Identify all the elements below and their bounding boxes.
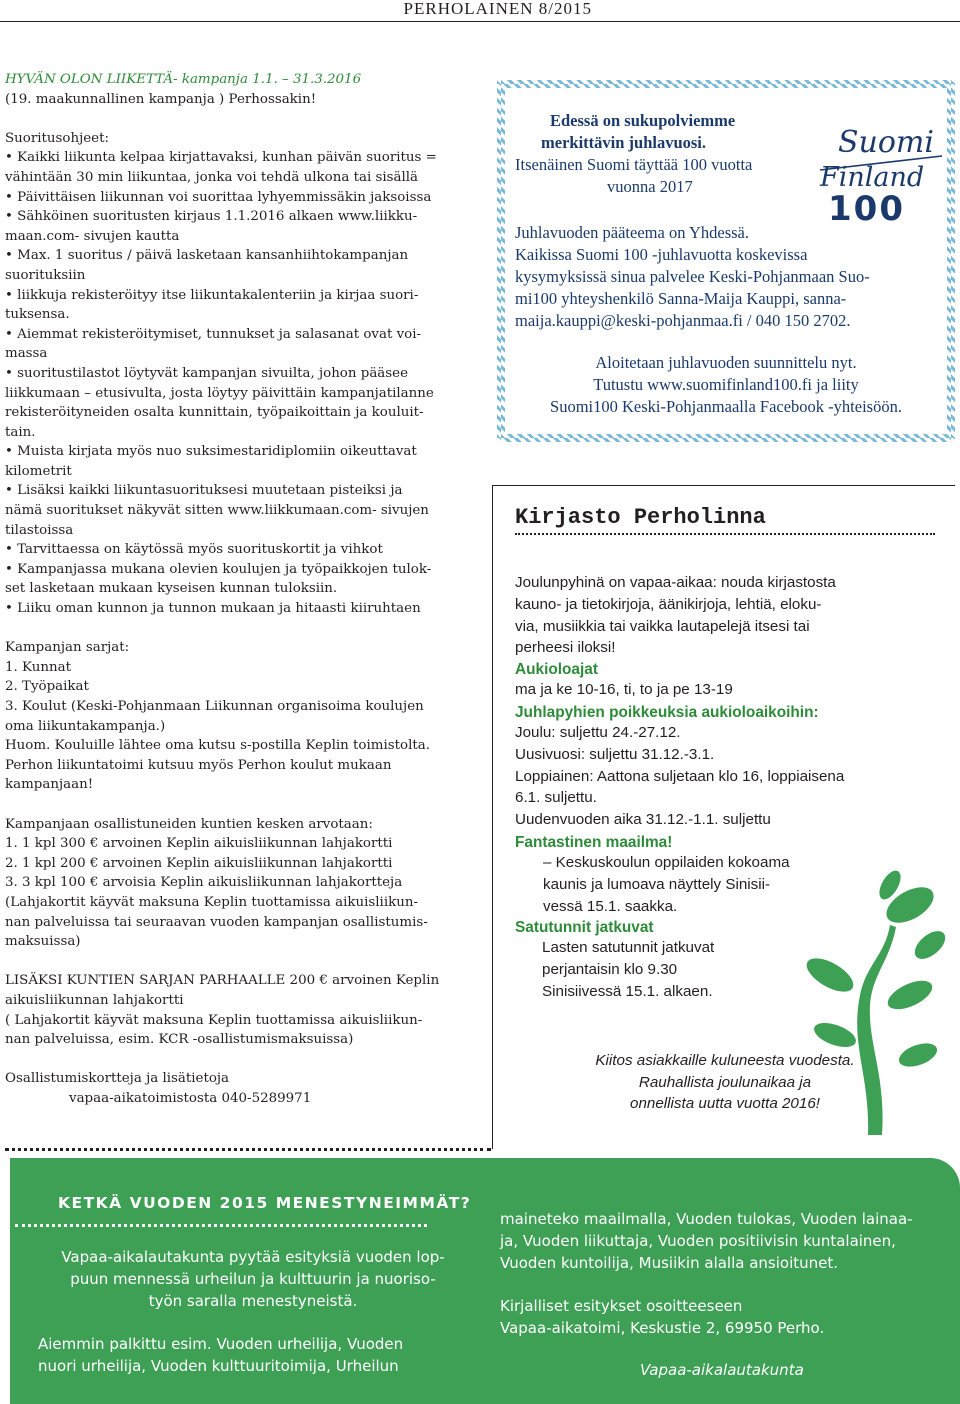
suomi100-box <box>497 80 955 442</box>
library-intro-line: perheesi iloksi! <box>515 639 616 657</box>
band-right-line: Vuoden kuntoilija, Musiikin alalla ansioitunet. <box>500 1254 839 1272</box>
hours-text: ma ja ke 10-16, ti, to ja pe 13-19 <box>515 681 733 699</box>
prize-line: (Lahjakortit käyvät maksuna Keplin tuottamissa aikuisliikun- <box>5 894 418 910</box>
band-right-line: Kirjalliset esitykset osoitteeseen <box>500 1297 743 1315</box>
band-left-paragraph-2 <box>38 1333 468 1377</box>
logo-word-finland: Finland <box>820 162 925 193</box>
series-line: Perhon liikuntatoimi kutsuu myös Perhon koulut mukaan <box>5 757 392 773</box>
exception-line: Uusivuosi: suljettu 31.12.-3.1. <box>515 745 715 763</box>
stories-line: perjantaisin klo 9.30 <box>542 961 678 979</box>
masthead <box>0 0 960 22</box>
extra-prize-line: ( Lahjakortit käyvät maksuna Keplin tuottamissa aikuisliikun- <box>5 1012 423 1028</box>
contact-phone: vapaa-aikatoimistosta 040-5289971 <box>69 1090 312 1106</box>
band-right-paragraph-1 <box>500 1208 955 1274</box>
instruction-line: • Sähköinen suoritusten kirjaus 1.1.2016 alkaen www.liikku- <box>5 209 418 225</box>
instruction-line: rekisteröityneiden osalta kunnittain, työpaikoittain ja kouluit- <box>5 405 424 421</box>
stories-line: Sinisiivessä 15.1. alkaen. <box>542 982 713 1000</box>
suomi-body-line: Kaikissa Suomi 100 -juhlavuotta koskevissa <box>515 245 808 264</box>
suomi-body-line: Juhlavuoden pääteema on Yhdessä. <box>515 223 749 242</box>
series-line: 1. Kunnat <box>5 659 71 675</box>
instruction-line: • Aiemmat rekisteröitymiset, tunnukset ja salasanat ovat voi- <box>5 326 422 342</box>
world-heading: Fantastinen maailma! <box>515 833 673 851</box>
world-line: vessä 15.1. saakka. <box>543 897 678 915</box>
instruction-line: tilastoissa <box>5 522 74 538</box>
library-intro-line: kauno- ja tietokirjoja, äänikirjoja, lehtiä, eloku- <box>515 595 822 613</box>
series-line: Kampanjan sarjat: <box>5 640 130 656</box>
masthead-title: PERHOLAINEN 8/2015 <box>403 0 592 18</box>
instruction-line: Suoritusohjeet: <box>5 130 109 146</box>
instruction-line: • liikkuja rekisteröityy itse liikuntakalenteriin ja kirjaa suori- <box>5 287 419 303</box>
suomi-body <box>515 222 955 332</box>
prize-line: Kampanjaan osallistuneiden kuntien kesken arvotaan: <box>5 816 373 832</box>
prize-line: 3. 3 kpl 100 € arvoisia Keplin aikuisliikunnan lahjakortteja <box>5 875 403 891</box>
prize-list <box>5 815 472 952</box>
logo-number: 100 <box>828 189 905 222</box>
divider-bottom-left <box>5 1148 491 1151</box>
exception-line: 6.1. suljettu. <box>515 789 597 807</box>
instruction-line: • suoritustilastot löytyvät kampanjan sivuilta, johon pääsee <box>5 365 409 381</box>
instruction-line: • Lisäksi kaikki liikuntasuorituksesi muutetaan pisteiksi ja <box>5 483 403 499</box>
suomi-heading-1: Edessä on sukupolviemme <box>550 111 736 130</box>
band-title: KETKÄ VUODEN 2015 MENESTYNEIMMÄT? <box>58 1194 472 1212</box>
suomi-heading-2: merkittävin juhlavuosi. <box>541 133 707 152</box>
exceptions-list <box>515 722 945 831</box>
exception-line: Loppiainen: Aattona suljetaan klo 16, loppiaisena <box>515 767 845 785</box>
instruction-line: massa <box>5 346 48 362</box>
suomi-body-line: mi100 yhteyshenkilö Sanna-Maija Kauppi, sanna- <box>515 289 847 308</box>
instruction-line: • Liiku oman kunnon ja tunnon mukaan ja hitaasti kiiruhtaen <box>5 601 421 617</box>
thanks-line: Kiitos asiakkaille kuluneesta vuodesta. <box>595 1052 855 1069</box>
logo-word-suomi: Suomi <box>838 125 934 160</box>
band-left-line: Vapaa-aikalautakunta pyytää esityksiä vuoden lop- <box>61 1248 445 1266</box>
suomi-finland-100-logo <box>810 122 950 222</box>
campaign-subtitle: (19. maakunnallinen kampanja ) Perhossakin! <box>5 91 317 107</box>
world-line: kaunis ja lumoava näyttely Sinisii- <box>543 875 771 893</box>
prize-line: nan palveluissa tai seuraavan vuoden kampanjan osallistumis- <box>5 914 428 930</box>
suomi-footer <box>505 352 947 418</box>
suomi-body-line: maija.kauppi@keski-pohjanmaa.fi / 040 150 2702. <box>515 311 851 330</box>
series-line: 2. Työpaikat <box>5 679 89 695</box>
series-line: kampanjaan! <box>5 777 94 793</box>
library-title: Kirjasto Perholinna <box>515 505 766 530</box>
instruction-line: • Tarvittaessa on käytössä myös suorituskortit ja vihkot <box>5 542 383 558</box>
band-divider <box>15 1224 427 1227</box>
world-line: – Keskuskoulun oppilaiden kokoama <box>543 853 790 871</box>
band-left-paragraph-1 <box>38 1246 468 1312</box>
hours-heading: Aukioloajat <box>515 661 598 679</box>
band-right-line: ja, Vuoden liikuttaja, Vuoden positiivisin kuntalainen, <box>500 1232 896 1250</box>
instruction-line: vähintään 30 min liikuntaa, jonka voi tehdä ulkona tai sisällä <box>5 169 419 185</box>
instruction-line: set lasketaan mukaan kyseisen kunnan tuloksiin. <box>5 581 338 597</box>
campaign-article <box>5 70 472 1108</box>
stories-heading: Satutunnit jatkuvat <box>515 919 654 937</box>
series-list <box>5 638 472 795</box>
extra-prize <box>5 971 472 1049</box>
suomi100-inner <box>505 88 947 434</box>
suomi-line-4: vuonna 2017 <box>607 177 693 196</box>
suomi-footer-line: Tutustu www.suomifinland100.fi ja liity <box>593 375 859 394</box>
instruction-line: • Kaikki liikunta kelpaa kirjattavaksi, kunhan päivän suoritus = <box>5 150 437 166</box>
instruction-line: maan.com- sivujen kautta <box>5 228 180 244</box>
band-right-paragraph-2 <box>500 1295 955 1339</box>
prize-line: 2. 1 kpl 200 € arvoinen Keplin aikuisliikunnan lahjakortti <box>5 855 393 871</box>
prize-line: 1. 1 kpl 300 € arvoinen Keplin aikuisliikunnan lahjakortti <box>5 836 393 852</box>
instruction-line: • Max. 1 suoritus / päivä lasketaan kansanhiihtokampanjan <box>5 248 409 264</box>
instruction-line: nämä suoritukset näkyvät sitten www.liikkumaan.com- sivujen <box>5 503 429 519</box>
library-intro-line: Joulunpyhinä on vapaa-aikaa: nouda kirjastosta <box>515 574 836 591</box>
series-line: 3. Koulut (Keski-Pohjanmaan Liikunnan organisoima koulujen <box>5 699 424 714</box>
suomi-footer-line: Suomi100 Keski-Pohjanmaalla Facebook -yhteisöön. <box>550 397 902 416</box>
instruction-line: • Päivittäisen liikunnan voi suorittaa lyhyemmissäkin jaksoissa <box>5 189 432 205</box>
series-line: Huom. Kouluille lähtee oma kutsu s-postilla Keplin toimistolta. <box>5 738 430 754</box>
library-intro-line: via, musiikkia tai vaikka lautapelejä itsesi tai <box>515 617 810 635</box>
instructions-list <box>5 129 472 619</box>
library-intro <box>515 572 945 659</box>
band-left-line: nuori urheilija, Vuoden kulttuuritoimija, Urheilun <box>38 1357 399 1375</box>
exceptions-heading: Juhlapyhien poikkeuksia aukioloaikoihin: <box>515 703 819 721</box>
instruction-line: kilometrit <box>5 463 72 479</box>
instruction-line: • Muista kirjata myös nuo suksimestaridiplomiin oikeuttavat <box>5 444 417 460</box>
instruction-line: tuksensa. <box>5 307 70 323</box>
suomi-line-3: Itsenäinen Suomi täyttää 100 vuotta <box>515 155 753 174</box>
campaign-title: HYVÄN OLON LIIKETTÄ- kampanja 1.1. – 31.3.2016 <box>5 72 362 87</box>
band-right-line: maineteko maailmalla, Vuoden tulokas, Vuoden lainaa- <box>500 1210 913 1228</box>
extra-prize-line: nan palveluissa, esim. KCR -osallistumismaksuissa) <box>5 1032 354 1048</box>
series-line: oma liikuntakampanja.) <box>5 718 166 734</box>
prize-line: maksuissa) <box>5 934 81 950</box>
thanks-line: Rauhallista joulunaikaa ja <box>638 1073 812 1091</box>
stories-line: Lasten satutunnit jatkuvat <box>542 939 715 957</box>
suomi-body-line: kysymyksissä sinua palvelee Keski-Pohjanmaan Suo- <box>515 267 870 286</box>
suomi-footer-line: Aloitetaan juhlavuoden suunnittelu nyt. <box>595 353 857 372</box>
instruction-line: • Kampanjassa mukana olevien koulujen ja työpaikkojen tulok- <box>5 561 432 577</box>
extra-prize-line: LISÄKSI KUNTIEN SARJAN PARHAALLE 200 € arvoinen Keplin <box>5 973 440 989</box>
exception-line: Joulu: suljettu 24.-27.12. <box>515 723 681 741</box>
instruction-line: suorituksiin <box>5 267 86 283</box>
extra-prize-line: aikuisliikunnan lahjakortti <box>5 992 184 1008</box>
library-thanks <box>520 1050 930 1115</box>
band-right-line: Vapaa-aikatoimi, Keskustie 2, 69950 Perho. <box>500 1319 825 1337</box>
exception-line: Uudenvuoden aika 31.12.-1.1. suljettu <box>515 811 771 829</box>
contact-line: Osallistumiskortteja ja lisätietoja <box>5 1071 230 1087</box>
band-left-line: puun mennessä urheilun ja kulttuurin ja nuoriso- <box>70 1270 436 1288</box>
thanks-line: onnellista uutta vuotta 2016! <box>630 1095 820 1112</box>
band-signature: Vapaa-aikalautakunta <box>640 1361 804 1379</box>
band-left-line: Aiemmin palkittu esim. Vuoden urheilija, Vuoden <box>38 1335 404 1353</box>
instruction-line: tain. <box>5 424 36 440</box>
instruction-line: liikkumaan – etusivulta, josta löytyy päivittäin kampanjatilanne <box>5 385 434 401</box>
band-left-line: työn saralla menestyneistä. <box>148 1292 358 1310</box>
